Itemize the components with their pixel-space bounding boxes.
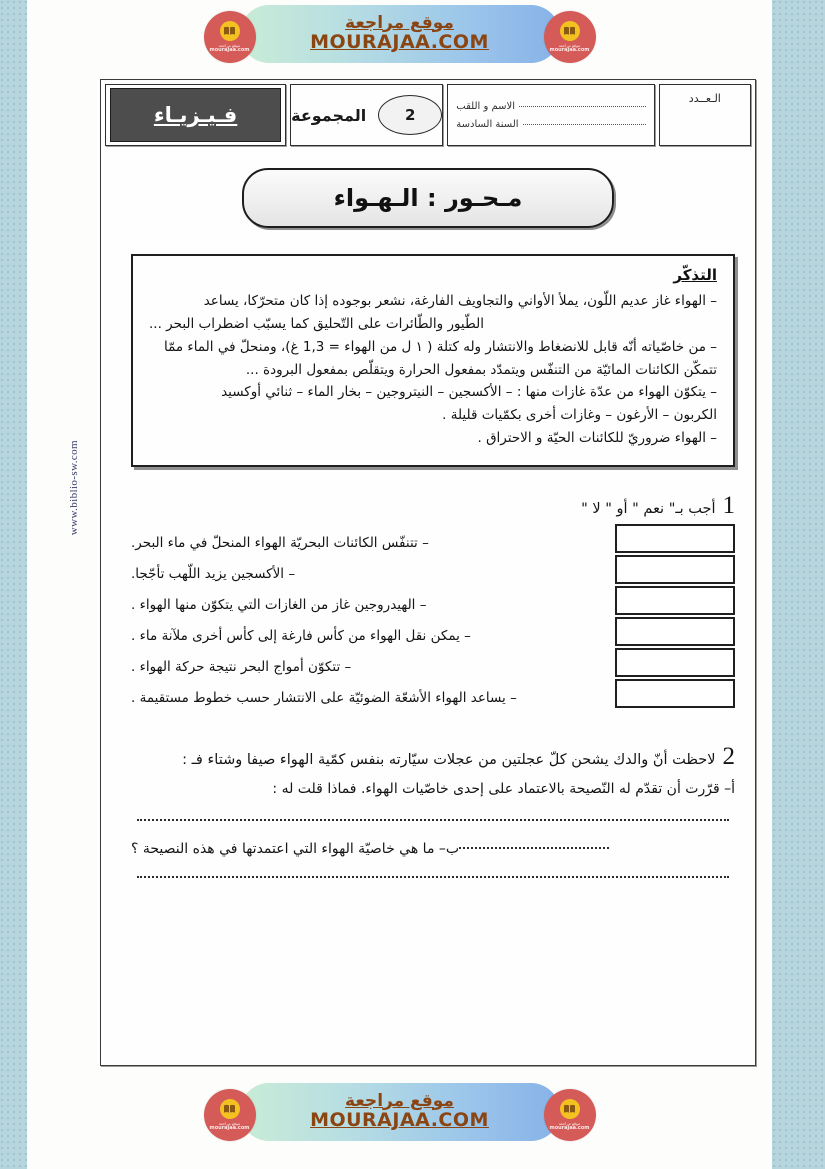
exercise-1-body [131,524,735,718]
student-year-row [456,119,645,130]
student-name-input[interactable] [519,106,646,107]
recall-title: التذكّر [673,266,717,284]
answer-line[interactable] [137,875,729,878]
answer-box[interactable] [615,555,735,584]
promo-badge-arabic: موقع مراجعة [218,1120,241,1126]
exercise-2-part-b-row [131,841,735,857]
book-icon [220,1099,240,1119]
statement-item: – الهيدروجين غاز من الغازات التي يتكوّن منها الهواء . [131,597,427,614]
promo-site-url[interactable]: MOURAJAA.COM [310,1109,489,1132]
top-promo-banner [27,0,772,68]
student-number-cell [659,84,751,146]
exercise-1-prompt: أجب بـ" نعم " أو " لا " [581,501,716,518]
group-cell [290,84,443,146]
statement-item: – تتنفّس الكائنات البحريّة الهواء المنحلّ في ماء البحر. [131,535,429,552]
exercise-1 [131,493,735,718]
recall-line: – الهواء غاز عديم اللّون، يملأ الأواني والتجاويف الفارغة، نشعر بوجوده إذا كان متحرّكا، يساعد [203,293,717,309]
bottom-promo-banner [27,1078,772,1146]
recall-box [131,254,735,467]
theme-title-box: مـحـور : الـهـواء [242,168,614,228]
book-icon [220,21,240,41]
student-name-row [456,101,645,112]
promo-badge-url: mourajaa.com [549,46,590,53]
book-icon [560,21,580,41]
promo-arabic-text: موقع مراجعة [345,1090,454,1111]
subject-title: فـيـزيـاء [110,88,281,142]
student-name-label: الاسم و اللقب [456,100,515,112]
answer-box[interactable] [615,524,735,553]
book-icon [560,1099,580,1119]
exercise-1-head [131,493,735,518]
group-number: 2 [405,106,416,124]
statement-item: – يساعد الهواء الأشعّة الضوئيّة على الانتشار حسب خطوط مستقيمة . [131,690,517,707]
page-right-margin [772,0,825,1169]
promo-logo-badge-right [544,1089,596,1141]
exercise-2-head [131,744,735,769]
recall-line: – الهواء ضروريّ للكائنات الحيّة و الاحتراق . [477,430,717,447]
worksheet-frame [100,79,756,1066]
exercise-1-number: 1 [722,492,735,520]
statement-item: – الأكسجين يزيد اللّهب تأجّجا. [131,566,296,583]
exercise-2-number: 2 [722,743,735,771]
statement-item: – تتكوّن أمواج البحر نتيجة حركة الهواء . [131,659,352,676]
statement-item: – يمكن نقل الهواء من كأس فارغة إلى كأس أخرى ملآنة ماء . [131,628,471,645]
group-label: المجموعة [291,105,367,125]
answer-box[interactable] [615,679,735,708]
answer-box[interactable] [615,617,735,646]
answer-box[interactable] [615,586,735,615]
answer-line[interactable] [459,847,609,849]
recall-line: الكربون – الأرغون – وغازات أخرى بكمّيات قليلة . [442,407,717,424]
student-year-input[interactable] [523,124,646,125]
recall-line: – من خاصّياته أنّه قابل للانضغاط والانتشار وله كتلة ( ١ ل من الهواء = 1,3 غ)، ومنحلّ في الماء ممّا [163,338,717,355]
answer-line[interactable] [137,818,729,821]
theme-title-wrap [101,168,755,228]
source-watermark: www.biblio-sw.com [68,440,80,536]
promo-badge-arabic: موقع مراجعة [558,42,581,48]
recall-line: – يتكوّن الهواء من عدّة غازات منها : – الأكسجين – النيتروجين – بخار الماء – ثنائي أوكسيد [221,384,717,401]
exercise-2 [131,744,735,878]
student-year-label: السنة السادسة [456,118,519,130]
exercise-2-prompt: لاحظت أنّ والدك يشحن كلّ عجلتين من عجلات سيّارته بنفس كمّية الهواء صيفا وشتاء فـ : [182,752,716,769]
promo-arabic-text: موقع مراجعة [345,12,454,33]
group-number-oval [378,95,442,135]
promo-badge-url: mourajaa.com [549,1124,590,1131]
promo-badge-arabic: موقع مراجعة [558,1120,581,1126]
exercise-2-part-a: أ– قرّرت أن تقدّم له النّصيحة بالاعتماد على إحدى خاصّيات الهواء. فماذا قلت له : [272,781,735,798]
promo-badge-url: mourajaa.com [209,1124,250,1131]
student-number-label: الـعــدد [688,92,721,105]
promo-badge-arabic: موقع مراجعة [218,42,241,48]
recall-line: الطّيور والطّائرات على التّحليق كما يسبّب اضطراب البحر ... [149,315,484,332]
exercise-1-statement-list [131,524,607,718]
promo-logo-badge-left [204,11,256,63]
student-identity-cell [447,84,654,146]
promo-logo-badge-right [544,11,596,63]
promo-pill[interactable] [209,5,590,63]
subject-cell [105,84,286,146]
answer-box[interactable] [615,648,735,677]
recall-line: تتمكّن الكائنات المائيّة من التنفّس ويتمدّد بمفعول الحرارة ويتقلّص بمفعول البرودة ... [245,361,717,378]
promo-pill[interactable] [209,1083,590,1141]
promo-badge-url: mourajaa.com [209,46,250,53]
page-left-margin [0,0,27,1169]
promo-site-url[interactable]: MOURAJAA.COM [310,31,489,54]
exercise-2-part-b: ب– ما هي خاصيّة الهواء التي اعتمدتها في هذه النصيحة ؟ [131,841,460,858]
identification-header [105,84,751,146]
promo-logo-badge-left [204,1089,256,1141]
exercise-1-answer-column [615,524,735,718]
